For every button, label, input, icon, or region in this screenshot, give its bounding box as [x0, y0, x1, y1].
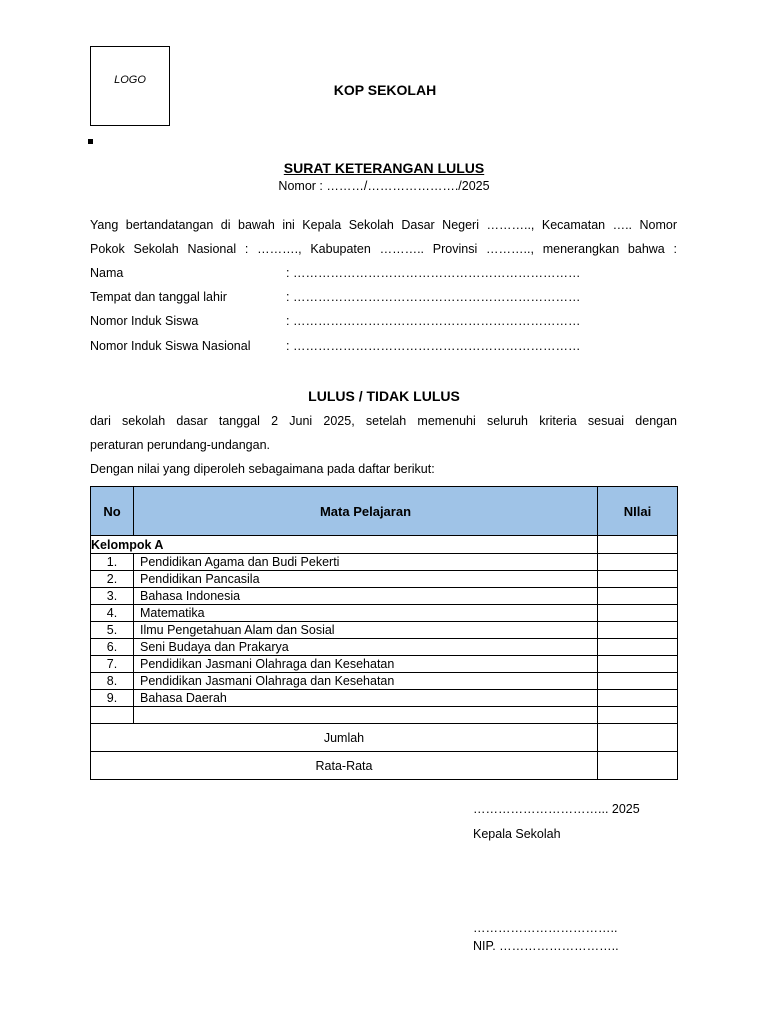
logo-text: LOGO — [114, 74, 146, 86]
empty-row — [91, 707, 678, 724]
total-label: Jumlah — [91, 724, 598, 752]
total-score — [598, 724, 678, 752]
row-no: 5. — [91, 622, 134, 639]
row-no: 4. — [91, 605, 134, 622]
row-score — [598, 571, 678, 588]
row-subject: Ilmu Pengetahuan Alam dan Sosial — [134, 622, 598, 639]
row-no: 8. — [91, 673, 134, 690]
header-score: NIlai — [598, 487, 678, 536]
document-title: SURAT KETERANGAN LULUS — [283, 160, 485, 176]
grades-table — [90, 486, 678, 780]
table-row — [91, 622, 678, 639]
table-row — [91, 673, 678, 690]
row-score — [598, 605, 678, 622]
row-subject: Pendidikan Agama dan Budi Pekerti — [134, 554, 598, 571]
field-value-nis: : …………………………………………………………… — [286, 314, 581, 328]
row-no: 3. — [91, 588, 134, 605]
document-number: Nomor : ………/…………………./2025 — [278, 179, 490, 193]
table-row — [91, 554, 678, 571]
status-heading: LULUS / TIDAK LULUS — [308, 388, 460, 404]
group-label: Kelompok A — [91, 536, 598, 554]
total-row — [91, 724, 678, 752]
average-label: Rata-Rata — [91, 752, 598, 780]
row-subject: Bahasa Indonesia — [134, 588, 598, 605]
table-row — [91, 656, 678, 673]
row-no: 2. — [91, 571, 134, 588]
field-label-nama: Nama — [90, 266, 124, 280]
row-no: 1. — [91, 554, 134, 571]
signature-nip: NIP. ……………………….. — [473, 939, 619, 953]
row-subject: Bahasa Daerah — [134, 690, 598, 707]
table-row — [91, 588, 678, 605]
row-score — [598, 588, 678, 605]
field-value-ttl: : …………………………………………………………… — [286, 290, 581, 304]
empty-score — [598, 707, 678, 724]
average-row — [91, 752, 678, 780]
body-line-2: peraturan perundang-undangan. — [90, 438, 271, 452]
signature-name-line: …………………………….. — [473, 921, 618, 935]
signature-role: Kepala Sekolah — [473, 827, 561, 841]
field-value-nisn: : …………………………………………………………… — [286, 339, 581, 353]
intro-line-2: Pokok Sekolah Nasional : ………., Kabupaten ……….. Provinsi ……….., menerangkan bahwa : — [90, 242, 677, 256]
field-label-ttl: Tempat dan tanggal lahir — [90, 290, 227, 304]
row-no: 9. — [91, 690, 134, 707]
table-row — [91, 571, 678, 588]
table-row — [91, 605, 678, 622]
logo-placeholder — [90, 46, 170, 126]
table-row — [91, 639, 678, 656]
row-subject: Seni Budaya dan Prakarya — [134, 639, 598, 656]
group-score-cell — [598, 536, 678, 554]
header-no: No — [91, 487, 134, 536]
body-line-3: Dengan nilai yang diperoleh sebagaimana pada daftar berikut: — [90, 462, 435, 476]
school-letterhead: KOP SEKOLAH — [333, 82, 437, 98]
row-no: 6. — [91, 639, 134, 656]
row-subject: Pendidikan Jasmani Olahraga dan Kesehatan — [134, 673, 598, 690]
average-score — [598, 752, 678, 780]
table-header-row — [91, 487, 678, 536]
row-score — [598, 690, 678, 707]
empty-no — [91, 707, 134, 724]
table-row — [91, 690, 678, 707]
bullet-mark — [88, 139, 93, 144]
empty-subject — [134, 707, 598, 724]
body-line-1: dari sekolah dasar tanggal 2 Juni 2025, setelah memenuhi seluruh kriteria sesuai dengan — [90, 414, 677, 428]
field-value-nama: : …………………………………………………………… — [286, 266, 581, 280]
field-label-nis: Nomor Induk Siswa — [90, 314, 199, 328]
row-subject: Pendidikan Pancasila — [134, 571, 598, 588]
row-subject: Matematika — [134, 605, 598, 622]
intro-line-1: Yang bertandatangan di bawah ini Kepala Sekolah Dasar Negeri ……….., Kecamatan ….. Nomor — [90, 218, 677, 232]
header-subject: Mata Pelajaran — [134, 487, 598, 536]
signature-date: …………………………... 2025 — [473, 802, 640, 816]
field-label-nisn: Nomor Induk Siswa Nasional — [90, 339, 251, 353]
row-score — [598, 622, 678, 639]
row-score — [598, 673, 678, 690]
row-subject: Pendidikan Jasmani Olahraga dan Kesehatan — [134, 656, 598, 673]
row-score — [598, 554, 678, 571]
row-score — [598, 639, 678, 656]
row-score — [598, 656, 678, 673]
group-row — [91, 536, 678, 554]
row-no: 7. — [91, 656, 134, 673]
